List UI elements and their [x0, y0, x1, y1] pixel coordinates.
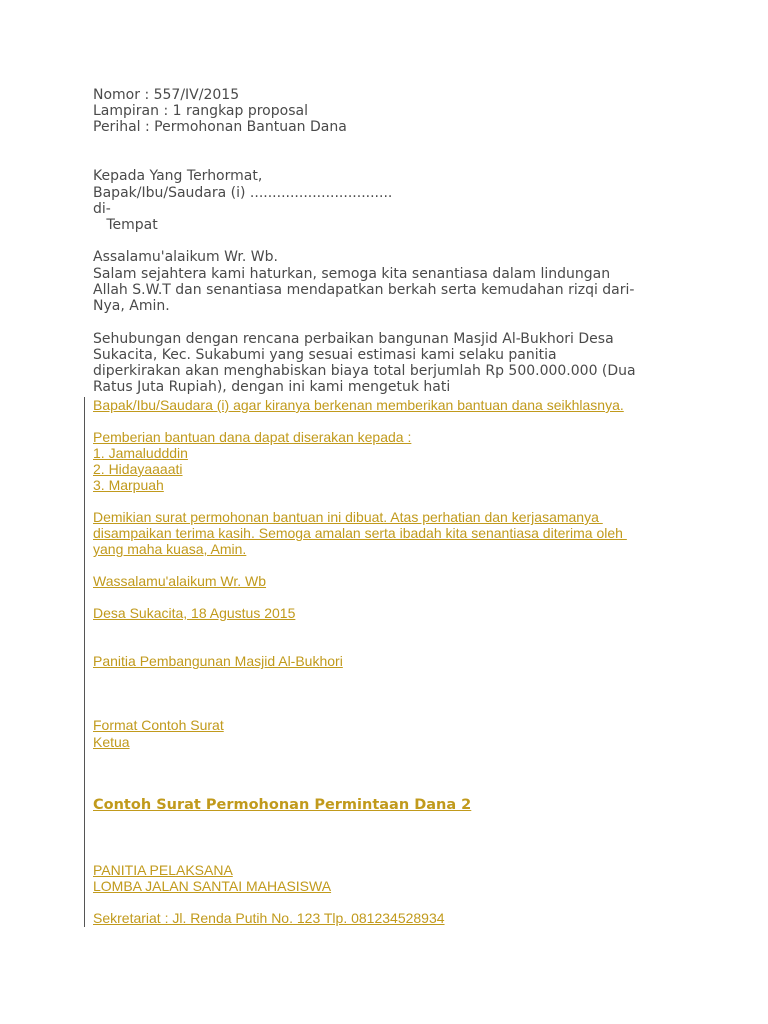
link-recipient-1[interactable]: 1. Jamaludddin — [93, 445, 188, 461]
letter-subject: Perihal : Permohonan Bantuan Dana — [93, 119, 347, 135]
link-request-line[interactable]: Bapak/Ibu/Saudara (i) agar kiranya berkenan memberikan bantuan dana seikhlasnya. — [93, 397, 624, 413]
link-closing-line[interactable]: disampaikan terima kasih. Semoga amalan serta ibadah kita senantiasa diterima oleh — [93, 525, 627, 541]
link-secretariat[interactable]: Sekretariat : Jl. Renda Putih No. 123 Tlp. 081234528934 — [93, 910, 445, 926]
paragraph-line: Sehubungan dengan rencana perbaikan bangunan Masjid Al-Bukhori Desa — [93, 331, 614, 347]
letter-attachment: Lampiran : 1 rangkap proposal — [93, 103, 308, 119]
link-recipient-2[interactable]: 2. Hidayaaaati — [93, 461, 183, 477]
link-closing-greeting[interactable]: Wassalamu'alaikum Wr. Wb — [93, 573, 267, 589]
recipient-di: di- — [93, 201, 111, 217]
paragraph-line: Allah S.W.T dan senantiasa mendapatkan berkah serta kemudahan rizqi dari- — [93, 282, 635, 298]
opening-greeting: Assalamu'alaikum Wr. Wb. — [93, 249, 278, 265]
paragraph-line: diperkirakan akan menghabiskan biaya total berjumlah Rp 500.000.000 (Dua — [93, 363, 636, 379]
link-recipient-3[interactable]: 3. Marpuah — [93, 477, 164, 493]
paragraph-line: Salam sejahtera kami haturkan, semoga kita senantiasa dalam lindungan — [93, 266, 611, 282]
letter-number: Nomor : 557/IV/2015 — [93, 87, 240, 103]
section-heading-link[interactable]: Contoh Surat Permohonan Permintaan Dana 2 — [93, 797, 472, 813]
link-place-date[interactable]: Desa Sukacita, 18 Agustus 2015 — [93, 605, 296, 621]
link-ketua[interactable]: Ketua — [93, 734, 130, 750]
recipient-salutation: Kepada Yang Terhormat, — [93, 168, 263, 184]
link-event-name[interactable]: LOMBA JALAN SANTAI MAHASISWA — [93, 878, 332, 894]
link-closing-line[interactable]: Demikian surat permohonan bantuan ini dibuat. Atas perhatian dan kerjasamanya — [93, 509, 603, 525]
left-margin-rule — [84, 397, 85, 927]
recipient-name: Bapak/Ibu/Saudara (i) ................................ — [93, 185, 393, 201]
recipient-place: Tempat — [93, 217, 158, 233]
paragraph-line: Nya, Amin. — [93, 298, 170, 314]
link-pemberian[interactable]: Pemberian bantuan dana dapat diserakan kepada : — [93, 429, 412, 445]
link-closing-line[interactable]: yang maha kuasa, Amin. — [93, 541, 247, 557]
paragraph-line: Sukacita, Kec. Sukabumi yang sesuai estimasi kami selaku panitia — [93, 347, 557, 363]
paragraph-line: Ratus Juta Rupiah), dengan ini kami mengetuk hati — [93, 379, 451, 395]
link-format[interactable]: Format Contoh Surat — [93, 717, 224, 733]
link-committee[interactable]: Panitia Pembangunan Masjid Al-Bukhori — [93, 653, 343, 669]
link-organizer[interactable]: PANITIA PELAKSANA — [93, 862, 233, 878]
